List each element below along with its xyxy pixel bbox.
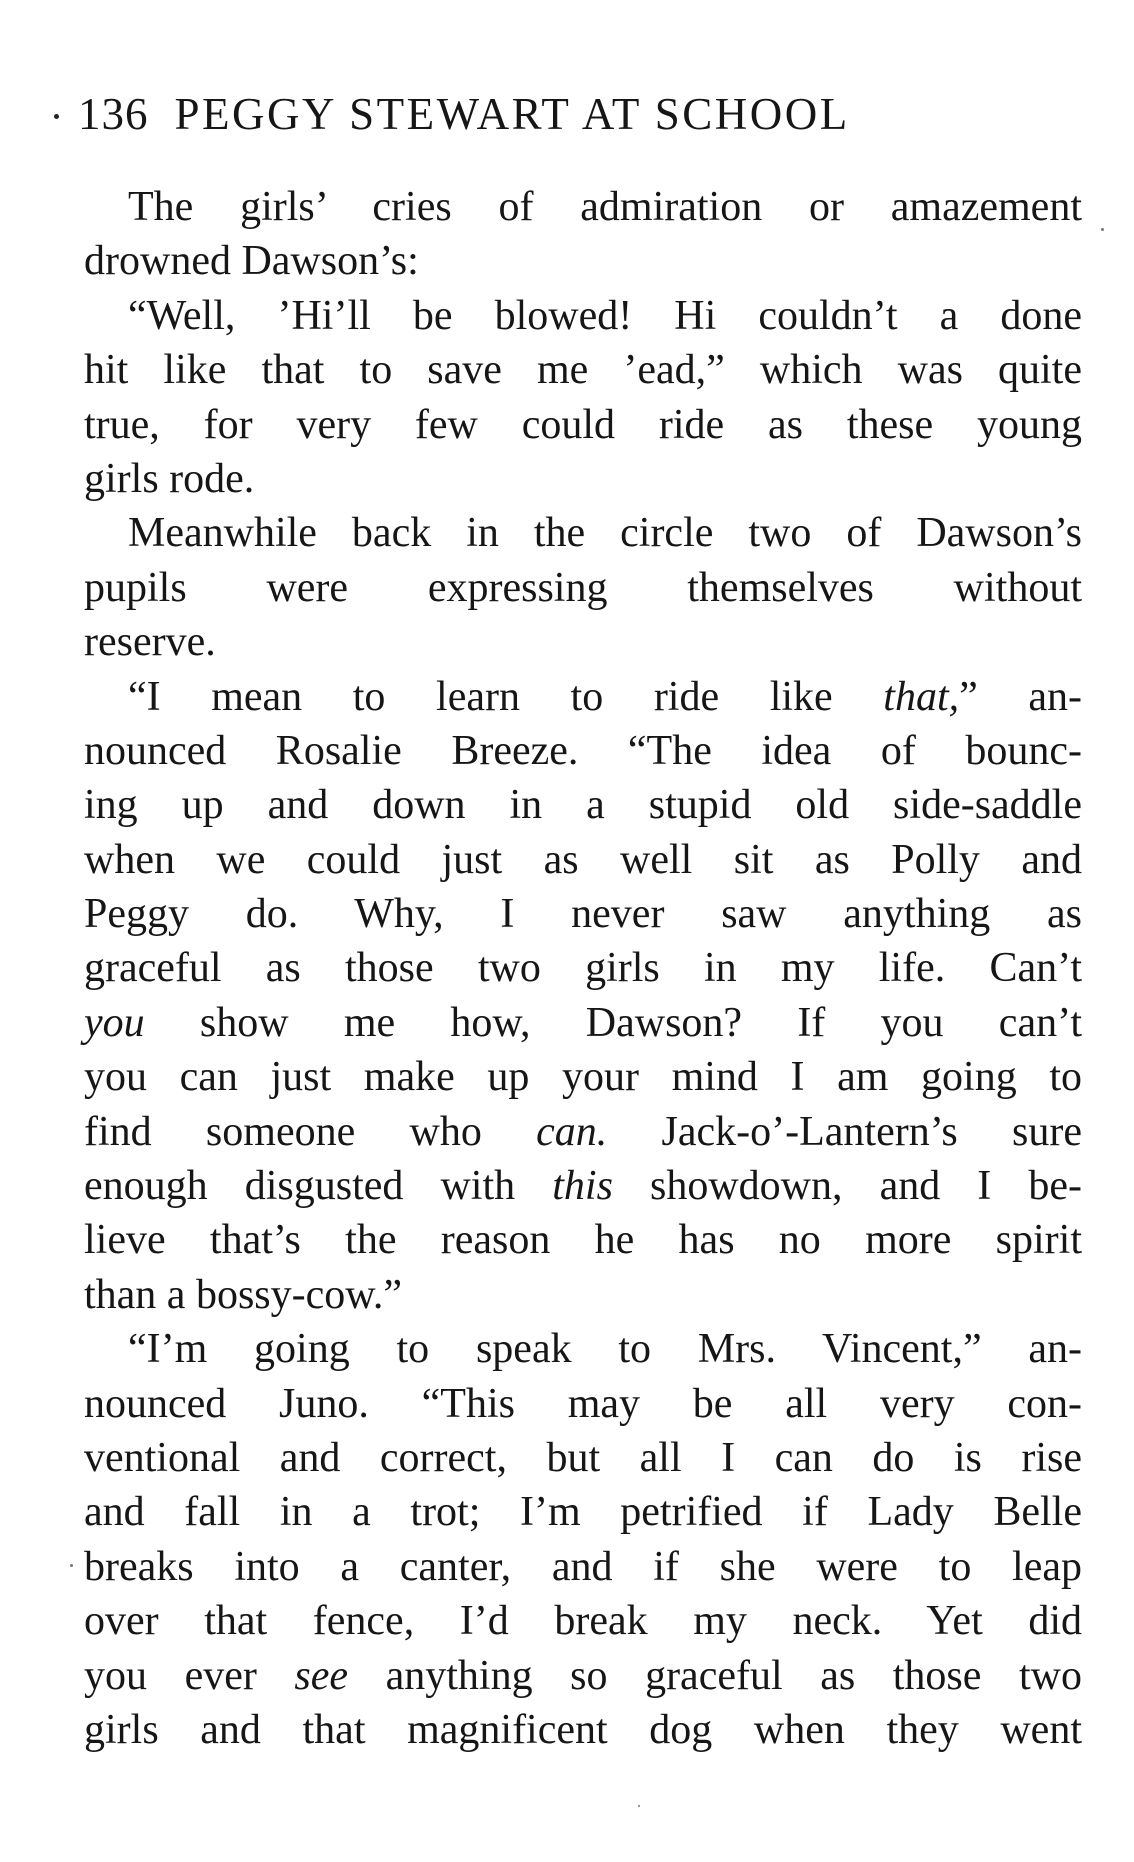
text-run: and fall in a trot; I’m petrified if Lady Belle: [84, 1489, 1082, 1536]
body-text: [84, 180, 1082, 1757]
text-line: [84, 1485, 1082, 1539]
text-line: [84, 1540, 1082, 1594]
text-run: graceful as those two girls in my life. Can’t: [84, 945, 1082, 992]
text-run: “I mean to learn to ride like: [128, 673, 884, 720]
scan-speck: [70, 1564, 73, 1567]
text-run: show me how, Dawson? If you can’t: [144, 999, 1082, 1046]
text-run: “Well, ’Hi’ll be blowed! Hi couldn’t a done: [128, 292, 1082, 339]
text-run: true, for very few could ride as these young: [84, 401, 1082, 448]
text-line: [84, 833, 1082, 887]
text-run: ventional and correct, but all I can do is rise: [84, 1434, 1082, 1481]
text-line: [84, 506, 1082, 560]
text-run: when we could just as well sit as Polly and: [84, 836, 1082, 883]
text-line: [84, 1649, 1082, 1703]
text-run: nounced Rosalie Breeze. “The idea of bounc-: [84, 727, 1082, 774]
text-line: [84, 343, 1082, 397]
text-run: than a bossy-cow.”: [84, 1271, 403, 1318]
text-run: anything so graceful as those two: [348, 1652, 1082, 1699]
text-run: “I’m going to speak to Mrs. Vincent,” an-: [128, 1326, 1082, 1373]
scan-speck: [1101, 228, 1104, 231]
text-run: you can just make up your mind I am going to: [84, 1054, 1082, 1101]
text-run: nounced Juno. “This may be all very con-: [84, 1380, 1082, 1427]
text-run: drowned Dawson’s:: [84, 238, 419, 285]
text-line: [84, 452, 1082, 506]
text-line: [84, 615, 1082, 669]
text-line: [84, 1377, 1082, 1431]
text-run: pupils were expressing themselves without: [84, 564, 1082, 611]
text-line: [84, 1105, 1082, 1159]
text-line: [84, 289, 1082, 343]
text-line: [84, 1159, 1082, 1213]
text-run: showdown, and I be-: [612, 1163, 1083, 1210]
text-line: [84, 234, 1082, 288]
text-run: lieve that’s the reason he has no more spirit: [84, 1217, 1082, 1264]
text-run: ” an-: [959, 673, 1082, 720]
text-line: [84, 996, 1082, 1050]
italic-text: can.: [536, 1108, 608, 1155]
text-run: Peggy do. Why, I never saw anything as: [84, 891, 1082, 938]
scan-mark: [54, 114, 59, 119]
text-run: reserve.: [84, 619, 216, 666]
text-line: [84, 1594, 1082, 1648]
text-line: [84, 724, 1082, 778]
text-line: [84, 670, 1082, 724]
text-line: [84, 887, 1082, 941]
text-line: [84, 1431, 1082, 1485]
scan-speck: [638, 1805, 640, 1807]
running-head: [78, 84, 850, 144]
text-line: [84, 1322, 1082, 1376]
text-line: [84, 1703, 1082, 1757]
text-run: The girls’ cries of admiration or amazement: [128, 184, 1082, 230]
text-run: ing up and down in a stupid old side-saddle: [84, 782, 1082, 829]
text-line: [84, 1213, 1082, 1267]
text-line: [84, 1268, 1082, 1322]
text-line: [84, 561, 1082, 615]
text-run: Meanwhile back in the circle two of Dawson’s: [128, 510, 1082, 557]
book-title: PEGGY STEWART AT SCHOOL: [174, 89, 850, 139]
page-number: 136: [78, 89, 149, 139]
text-line: [84, 180, 1082, 234]
text-run: hit like that to save me ’ead,” which was quite: [84, 347, 1082, 394]
italic-text: you: [84, 999, 145, 1046]
text-line: [84, 1050, 1082, 1104]
text-run: girls rode.: [84, 455, 255, 502]
text-run: over that fence, I’d break my neck. Yet did: [84, 1598, 1082, 1645]
italic-text: that,: [883, 673, 960, 720]
text-run: you ever: [84, 1652, 295, 1699]
text-line: [84, 778, 1082, 832]
text-run: enough disgusted with: [84, 1163, 553, 1210]
text-run: find someone who: [84, 1108, 537, 1155]
text-line: [84, 941, 1082, 995]
italic-text: see: [294, 1652, 349, 1699]
text-line: [84, 398, 1082, 452]
italic-text: this: [552, 1163, 613, 1210]
text-run: girls and that magnificent dog when they went: [84, 1706, 1082, 1753]
text-run: Jack-o’-Lantern’s sure: [607, 1108, 1082, 1155]
text-run: breaks into a canter, and if she were to leap: [84, 1543, 1082, 1590]
